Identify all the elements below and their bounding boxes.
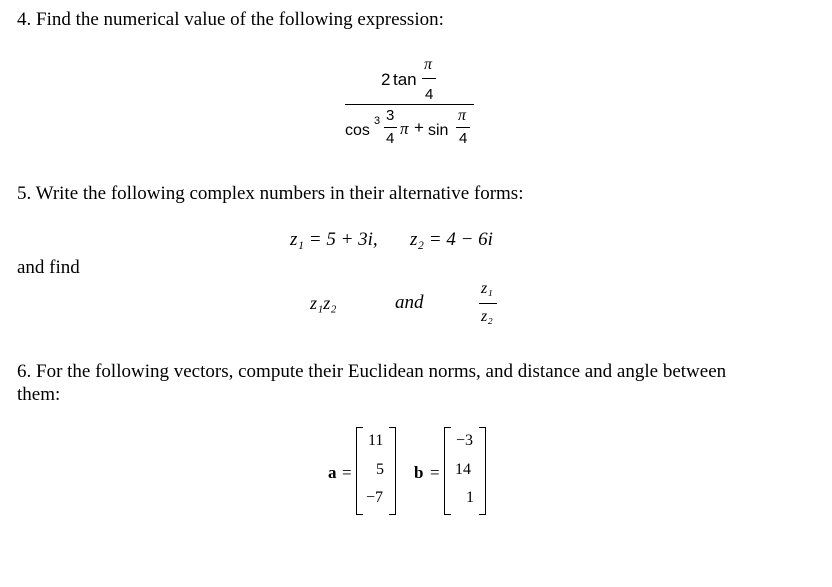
q4-den-frac-num: 3 <box>386 107 395 124</box>
q5-and-find: and find <box>17 257 80 278</box>
q4-den-four-2: 4 <box>459 130 468 147</box>
vector-a-left-bracket <box>356 427 363 515</box>
q4-num-coef: 2 <box>381 70 391 89</box>
q4-den-small-bar-1 <box>384 127 397 128</box>
q4-den-cos: cos <box>345 122 370 139</box>
q5-ratio-denominator: z₂ <box>481 308 493 325</box>
vector-b-right-bracket <box>479 427 486 515</box>
vector-b-entry: 1 <box>466 489 474 506</box>
q5-z1-definition: z₁ = 5 + 3i, <box>290 229 378 250</box>
vector-a-entry: 5 <box>376 461 384 478</box>
q4-den-small-bar-2 <box>456 127 470 128</box>
vector-b-entry: 14 <box>455 461 471 478</box>
vector-a-equals: = <box>342 463 352 482</box>
q5-z2-definition: z₂ = 4 − 6i <box>410 229 493 250</box>
q6-heading-line1: 6. For the following vectors, compute their Euclidean norms, and distance and angle between <box>17 361 727 382</box>
q5-heading: 5. Write the following complex numbers in their alternative forms: <box>17 183 524 204</box>
q5-ratio-numerator: z₁ <box>481 280 493 297</box>
q5-and-word: and <box>395 292 424 313</box>
q4-num-small-bar <box>422 78 436 79</box>
q4-den-pi-2: π <box>458 107 467 124</box>
q4-den-sin: sin <box>428 122 449 139</box>
q4-den-pi: π <box>400 119 409 138</box>
vector-a-entry: −7 <box>366 489 384 506</box>
vector-a-label: a <box>328 463 337 482</box>
q5-ratio-bar <box>479 303 497 304</box>
vector-b-left-bracket <box>444 427 451 515</box>
q5-product: z₁z₂ <box>310 293 337 313</box>
q4-num-four: 4 <box>425 86 434 103</box>
q4-den-frac-den: 4 <box>386 130 395 147</box>
vector-b-equals: = <box>430 463 440 482</box>
q4-main-fraction-bar <box>345 104 474 105</box>
vector-a-right-bracket <box>389 427 396 515</box>
q4-den-cube: 3 <box>374 115 381 127</box>
q4-num-pi: π <box>424 56 433 73</box>
q4-num-fn: tan <box>393 70 417 89</box>
vector-b-label: b <box>414 463 424 482</box>
vector-a-entry: 11 <box>368 432 384 449</box>
q6-heading-line2: them: <box>17 384 61 405</box>
q4-den-plus: + <box>414 118 424 137</box>
q4-heading: 4. Find the numerical value of the following expression: <box>17 9 444 30</box>
vector-b-entry: −3 <box>456 432 474 449</box>
